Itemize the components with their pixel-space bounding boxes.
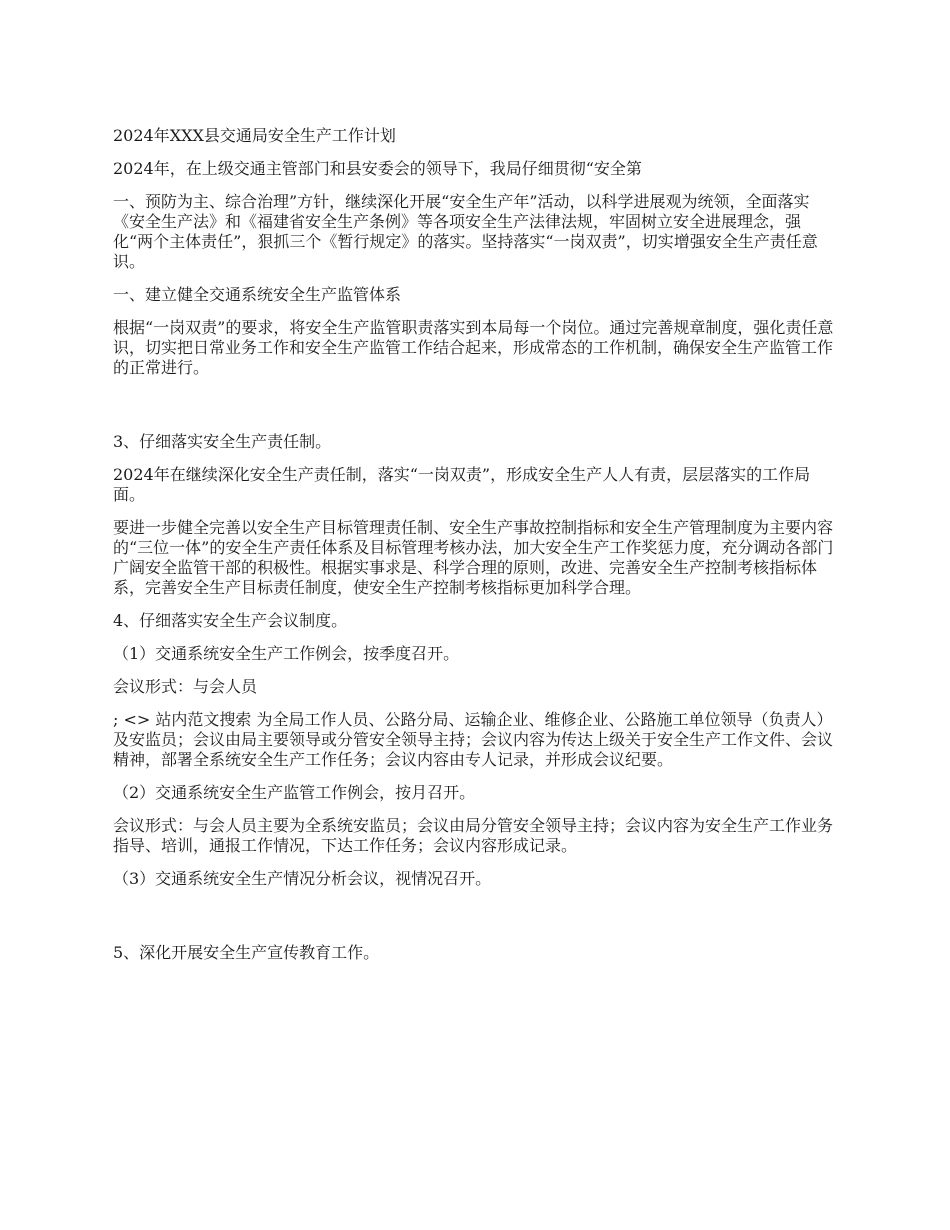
section-heading-5: 5、深化开展安全生产宣传教育工作。 [113,943,380,962]
paragraph-three-in-one: 要进一步健全完善以安全生产目标管理责任制、安全生产事故控制指标和安全生产管理制度为主要内容的“三位一体”的安全生产责任体系及目标管理考核办法，加大安全生产工作奖惩力度，充分调动各部门广阔安全监管干部的积极性。根据实事求是、科学合理的原则，改进、完善安全生产控制考核指标体系，完善安全生产目标责任制度，使安全生产控制考核指标更加科学合理。 [113,518,834,597]
document-title: 2024年XXX县交通局安全生产工作计划 [113,126,396,145]
item-meeting-3: （3）交通系统安全生产情况分析会议，视情况召开。 [113,869,492,888]
paragraph-meeting-2-detail: 会议形式：与会人员主要为全系统安监员；会议由局分管安全领导主持；会议内容为安全生产工作业务指导、培训，通报工作情况，下达工作任务；会议内容形成记录。 [113,816,834,855]
paragraph-responsibility-system: 2024年在继续深化安全生产责任制，落实“一岗双责”，形成安全生产人人有责，层层落实的工作局面。 [113,465,811,504]
spacer [113,391,840,432]
document-page [113,126,840,976]
spacer [113,902,840,943]
paragraph-intro: 2024年，在上级交通主管部门和县安委会的领导下，我局仔细贯彻“安全第 [113,159,642,178]
paragraph-policy: 一、预防为主、综合治理”方针，继续深化开展“安全生产年”活动，以科学进展观为统领，全面落实《安全生产法》和《福建省安全生产条例》等各项安全生产法律法规，牢固树立安全进展理念，强化“两个主体责任”，狠抓三个《暂行规定》的落实。坚持落实“一岗双责”，切实增强安全生产责任意识。 [113,192,818,271]
section-heading-3: 3、仔细落实安全生产责任制。 [113,432,332,451]
item-meeting-2: （2）交通系统安全生产监管工作例会，按月召开。 [113,783,476,802]
item-meeting-1: （1）交通系统安全生产工作例会，按季度召开。 [113,644,460,663]
section-heading-1: 一、建立健全交通系统安全生产监管体系 [113,285,402,304]
meeting-form-label: 会议形式：与会人员 [113,677,258,696]
paragraph-responsibility: 根据“一岗双责”的要求，将安全生产监管职责落实到本局每一个岗位。通过完善规章制度，强化责任意识，切实把日常业务工作和安全生产监管工作结合起来，形成常态的工作机制，确保安全生产监管工作的正常进行。 [113,318,834,377]
paragraph-meeting-1-detail: ; <> 站内范文搜索 为全局工作人员、公路分局、运输企业、维修企业、公路施工单位领导（负责人）及安监员；会议由局主要领导或分管安全领导主持；会议内容为传达上级关于安全生产工作文件、会议精神，部署全系统安全生产工作任务；会议内容由专人记录，并形成会议纪要。 [113,710,834,769]
section-heading-4: 4、仔细落实安全生产会议制度。 [113,611,348,630]
